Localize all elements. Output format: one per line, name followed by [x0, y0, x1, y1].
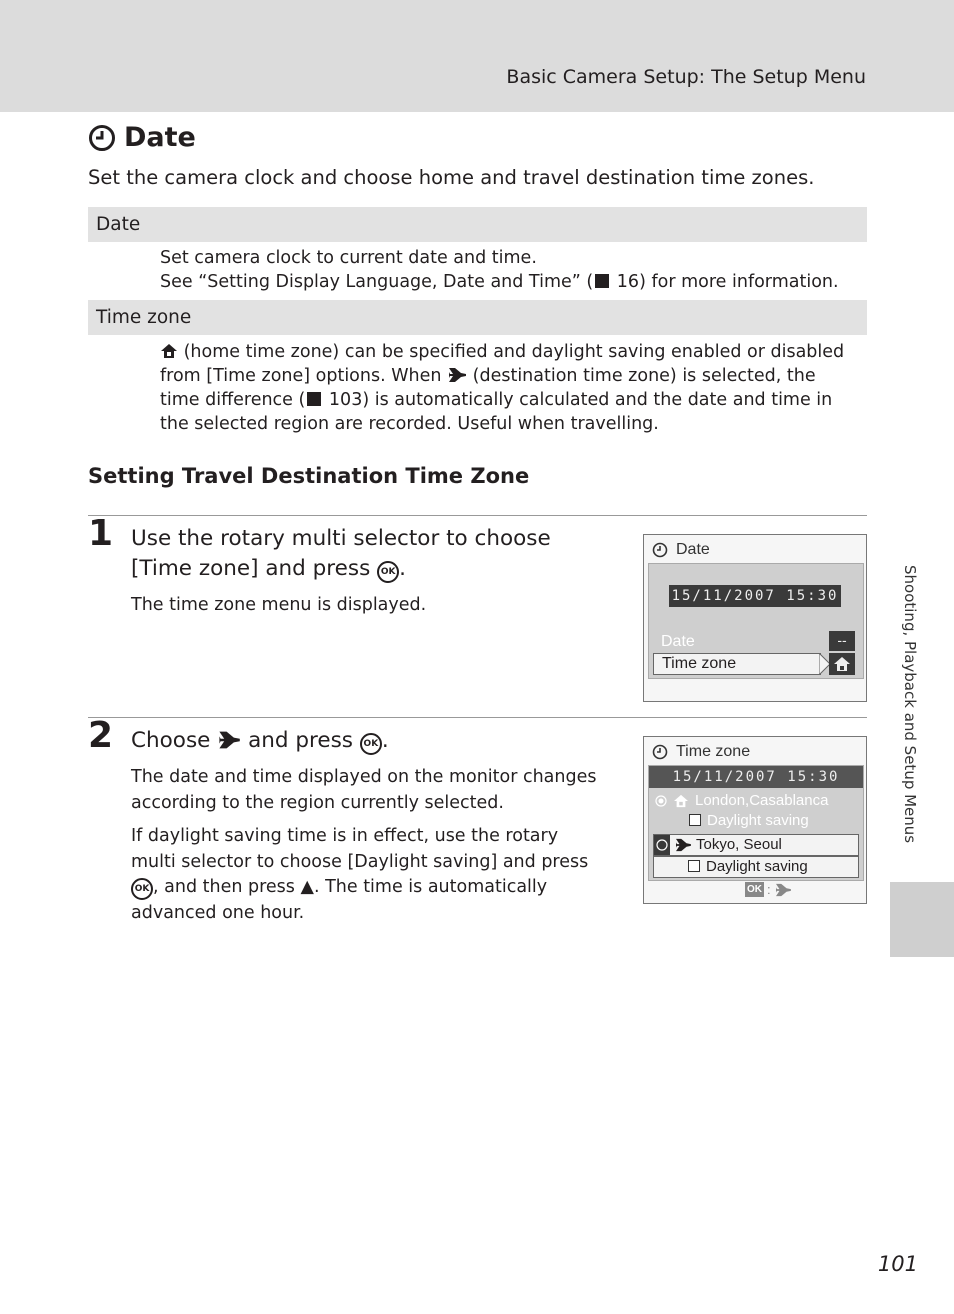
step-2-number: 2 — [88, 715, 114, 756]
option-date-label: Date — [88, 207, 867, 242]
clock-icon — [652, 542, 668, 558]
ok-label: OK — [747, 884, 762, 895]
dest-dst-row: Daylight saving — [653, 856, 859, 878]
page-ref-icon — [595, 274, 609, 288]
home-city: London,Casablanca — [695, 792, 829, 809]
clock-icon — [88, 124, 116, 152]
screen-clock: 15/11/2007 15:30 — [649, 766, 863, 788]
header-section-title: Basic Camera Setup: The Setup Menu — [506, 66, 866, 88]
screen-footer-hint: OK : — [745, 882, 792, 897]
checkbox-icon — [688, 860, 700, 872]
home-zone-row — [655, 792, 828, 809]
option-date-line1: Set camera clock to current date and time. — [160, 248, 537, 268]
home-dst-row: Daylight saving — [689, 812, 809, 829]
radio-icon — [654, 835, 670, 855]
home-icon — [829, 653, 855, 675]
section-subheading: Setting Travel Destination Time Zone — [88, 464, 530, 488]
page-ref-number: 16 — [616, 272, 640, 292]
page-ref-icon — [307, 392, 321, 406]
step-2-title: Choose and press OK . — [131, 728, 389, 753]
airplane-icon — [674, 838, 692, 852]
step-1-title: Use the rotary multi selector to choose [Time zone] and press OK . — [131, 526, 551, 581]
option-timezone-description: (home time zone) can be specified and daylight saving enabled or disabled from [Time zone] options. When (destination time zone) is selected, the time difference ( 103) is automatically calculated and the date and time in the selected region are recorded. Useful when travelling. — [160, 342, 845, 434]
step-2-body-2: If daylight saving time is in effect, use the rotary multi selector to choose [Daylight saving] and press OK , and then press ▲. The time is automatically advanced one hour. — [131, 826, 589, 923]
screen-clock: 15/11/2007 15:30 — [669, 585, 841, 607]
page-number: 101 — [877, 1252, 918, 1276]
divider — [88, 515, 867, 516]
screen-row-date: Date — [661, 633, 695, 650]
screen-row-date-value: -- — [829, 631, 855, 651]
screen-title: Date — [676, 541, 710, 558]
page-ref-number: 103 — [328, 390, 363, 410]
clock-icon — [652, 744, 668, 760]
divider — [88, 717, 867, 718]
home-icon — [160, 343, 178, 359]
screen-title: Time zone — [676, 743, 751, 760]
home-icon-box — [829, 653, 855, 675]
intro-text: Set the camera clock and choose home and travel destination time zones. — [88, 166, 815, 189]
side-section-label: Shooting, Playback and Setup Menus — [901, 565, 919, 844]
screen-row-timezone: Time zone — [653, 653, 821, 675]
camera-screen-date — [643, 534, 867, 702]
up-arrow-icon: ▲ — [300, 877, 314, 897]
checkbox-icon — [689, 814, 701, 826]
airplane-icon — [774, 883, 792, 897]
header-band — [0, 0, 954, 112]
option-timezone-label: Time zone — [88, 300, 867, 335]
side-tab — [890, 882, 954, 957]
step-1-number: 1 — [88, 513, 114, 554]
airplane-icon — [447, 367, 467, 383]
selected-radio-icon — [655, 795, 667, 807]
airplane-icon — [217, 730, 241, 750]
page-title-text: Date — [124, 122, 196, 153]
dest-zone-row — [653, 834, 859, 856]
radio-box — [654, 835, 670, 855]
home-icon — [673, 794, 689, 808]
dest-city: Tokyo, Seoul — [696, 836, 782, 853]
ok-button-icon: OK — [377, 561, 399, 583]
option-date-description — [160, 246, 860, 294]
page-title — [88, 122, 196, 153]
ok-button-icon: OK — [360, 733, 382, 755]
ok-button-icon: OK — [131, 878, 153, 900]
step-2-body-1: The date and time displayed on the monitor changes according to the region currently selected. — [131, 767, 597, 813]
option-date-line2: See “Setting Display Language, Date and Time” ( 16) for more information. — [160, 272, 839, 292]
camera-screen-timezone — [643, 736, 867, 904]
step-1-body: The time zone menu is displayed. — [131, 595, 427, 615]
